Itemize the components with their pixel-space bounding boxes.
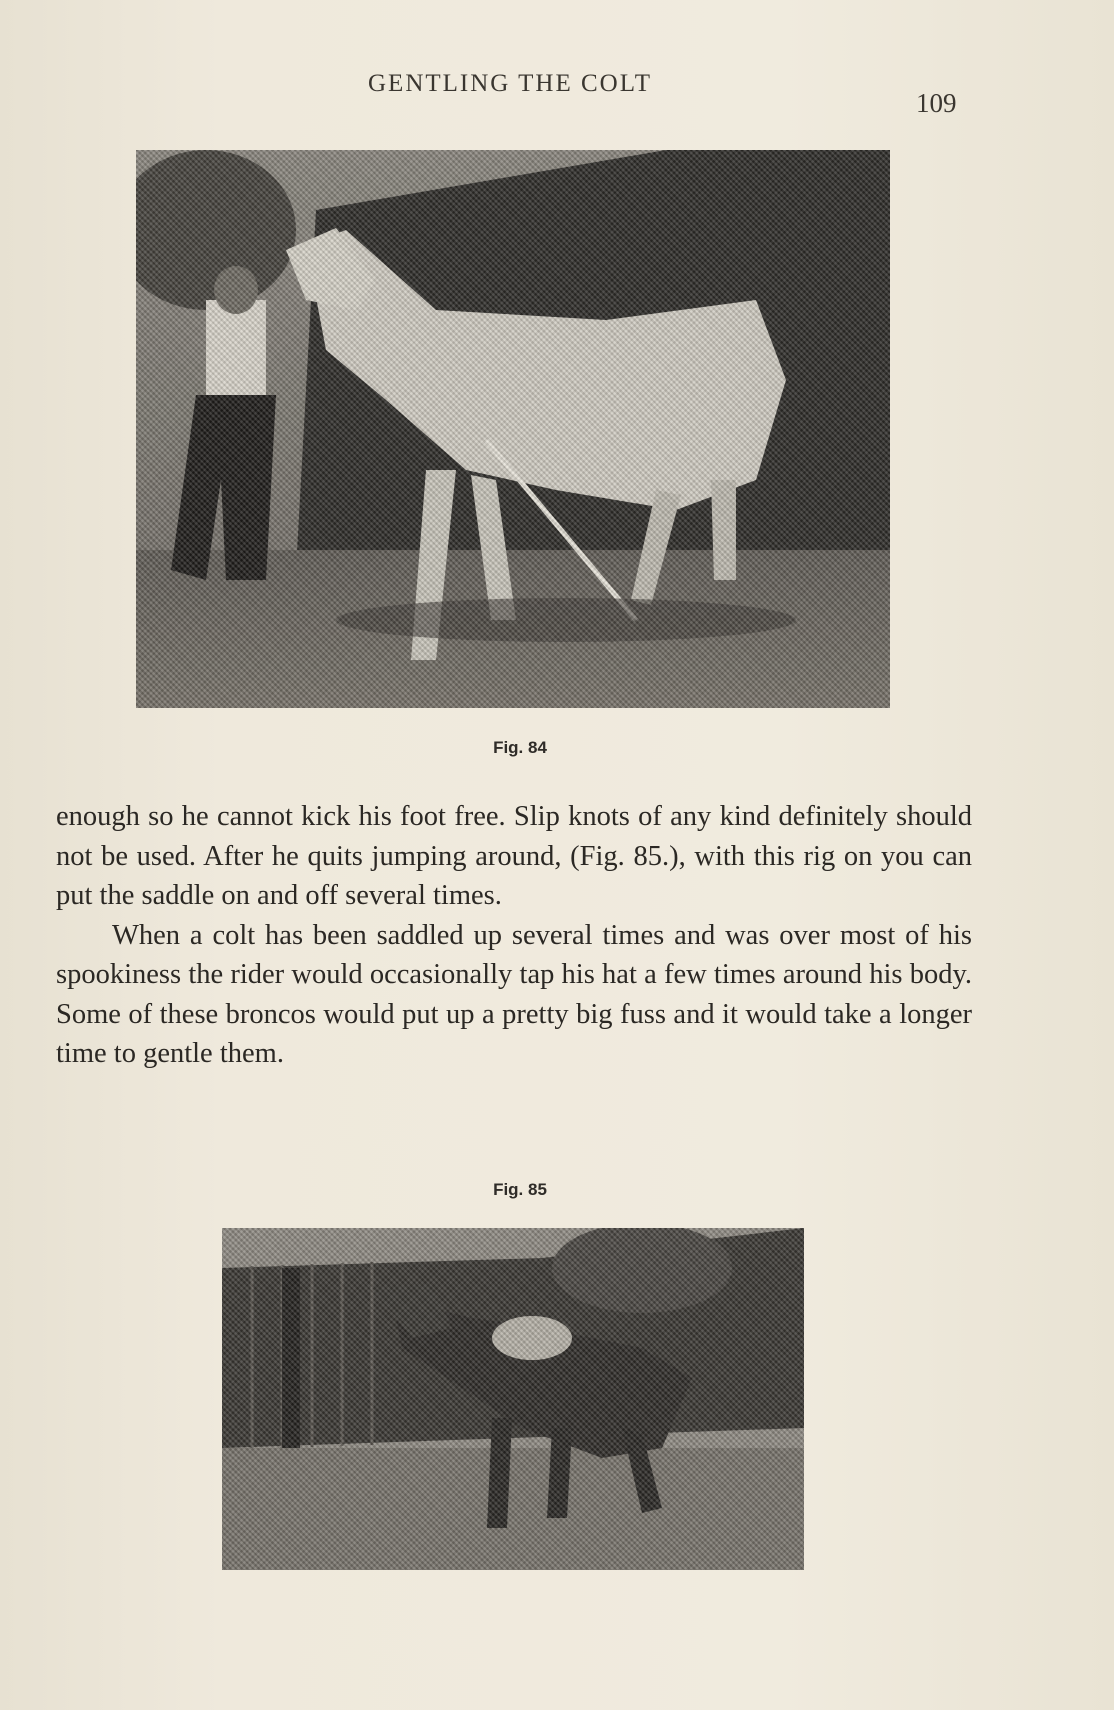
page-number: 109 bbox=[916, 88, 957, 118]
figure-85-caption: Fig. 85 bbox=[493, 1180, 547, 1199]
running-head: GENTLING THE COLT bbox=[368, 70, 652, 97]
horse-with-handler-illustration bbox=[136, 150, 890, 708]
paragraph-2: When a colt has been saddled up several times and was over most of his spookiness the rider would occasionally tap his hat a few times around his body. Some of these broncos would put up a pretty big fuss and it would take a longer time to gentle them. bbox=[56, 919, 972, 1069]
figure-84-caption: Fig. 84 bbox=[493, 738, 547, 757]
body-text bbox=[56, 797, 972, 1074]
figure-84-photo bbox=[136, 150, 890, 708]
paragraph-1: enough so he cannot kick his foot free. Slip knots of any kind definitely should not be used. After he quits jumping around, (Fig. 85.), with this rig on you can put the saddle on and off several times. bbox=[56, 801, 972, 911]
figure-85-photo bbox=[222, 1228, 804, 1570]
bucking-colt-illustration bbox=[222, 1228, 804, 1570]
